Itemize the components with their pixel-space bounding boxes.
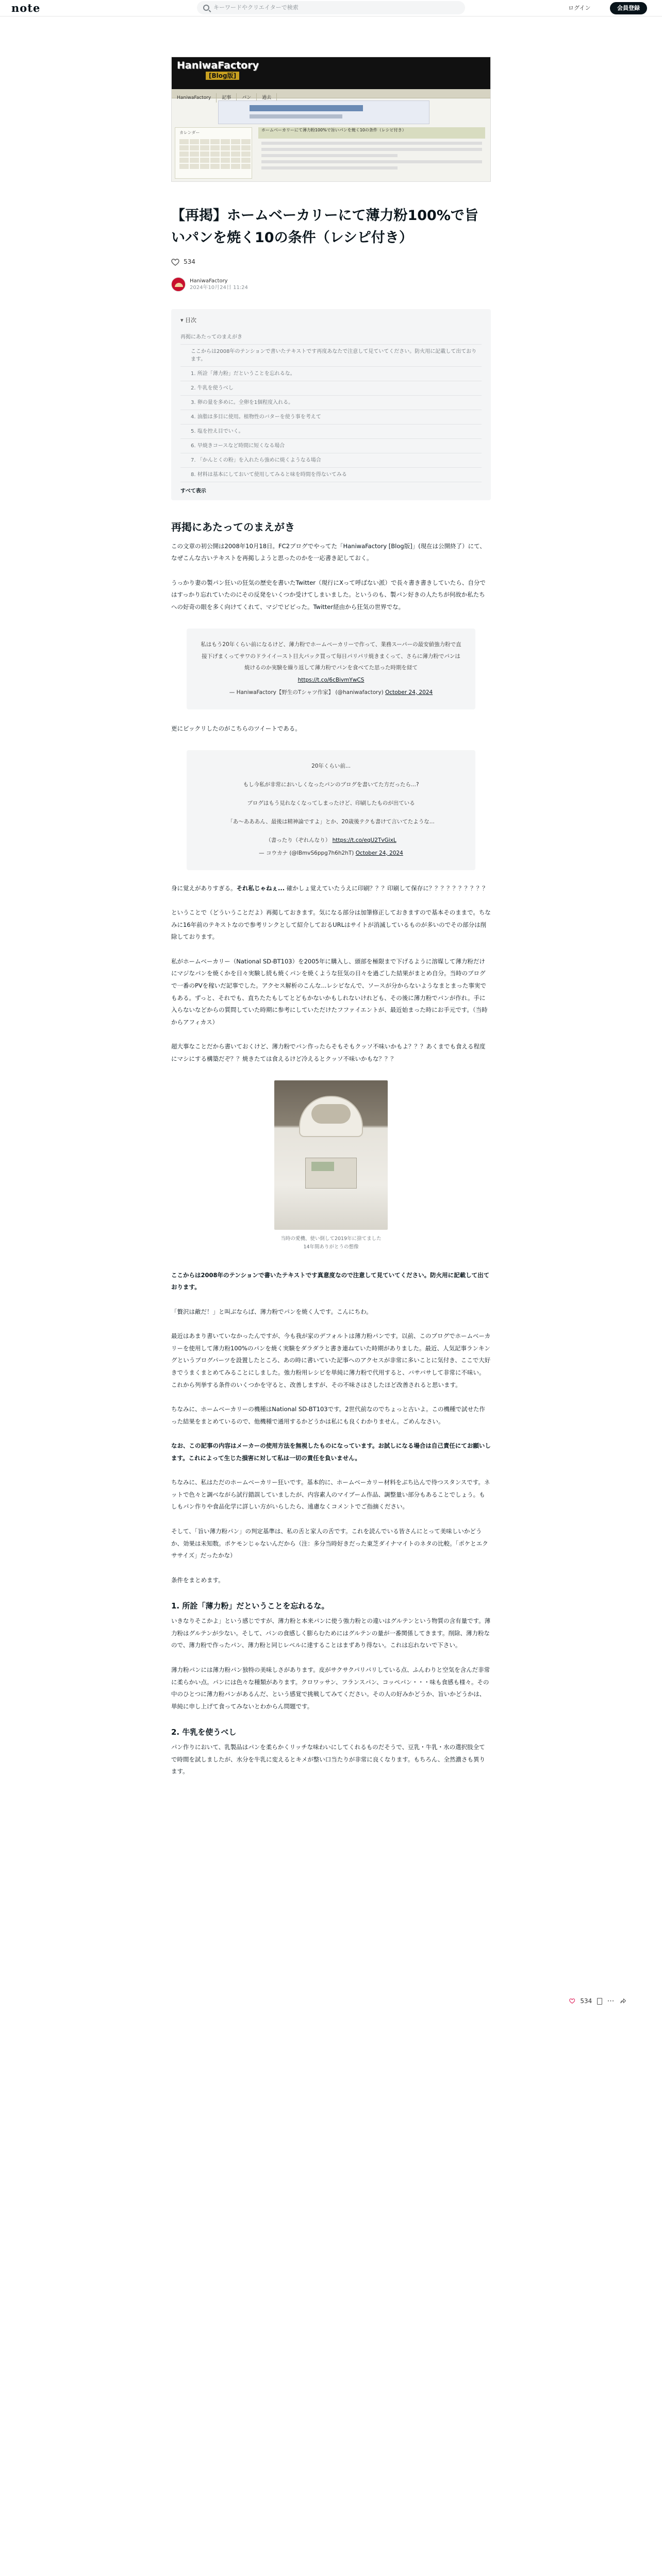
tweet-link[interactable]: https://t.co/eqU2TvGixL	[332, 837, 396, 844]
floating-action-bar	[569, 1995, 626, 2007]
toc-item[interactable]: 6. 早焼きコースなど時間に短くなる場合	[180, 439, 482, 453]
toc-item[interactable]: 再掲にあたってのまえがき	[180, 330, 482, 345]
blog-image-logo-sub: [Blog版]	[206, 72, 239, 80]
photo-caption	[171, 1235, 491, 1251]
blog-image-sidebar	[175, 127, 252, 179]
section-heading: 2. 牛乳を使うべし	[171, 1727, 237, 1737]
bread-machine-figure	[171, 1080, 491, 1251]
body-paragraph: ちなみに、ホームベーカリーの機種はNational SD-BT103です。2世代前なのでちょっと古いよ。この機種で試せた作った結果をまとめているので、他機種で通用するかどうかは私にも良くわかりません。ごめんなさい。	[171, 1405, 485, 1425]
heart-icon[interactable]	[569, 1998, 575, 2004]
body-paragraph: 最近はあまり書いていなかったんですが、今も我が家のデフォルトは薄力粉パンです。以前、このブログでホームベーカリーを使用して薄力粉100%のパンを焼く実験をダラダラと書き連ねていた時期がありました。最近、人気記事ランキングというブログパーツを設置したところ、あの時に書いていた記事へのアクセスが非常に多いことに気付き、ここで大好きでうまくまとめてみることにしました。強力粉用レシピを単純に薄力粉で代用すると、バサバサして非常に不味い。これから列挙する条件のいくつかを守ると、改善しますが、その不味さはさしたほど改善されると思います。	[171, 1332, 491, 1388]
body-paragraph: なお、この記事の内容はメーカーの使用方法を無視したものになっています。お試しになる場合は自己責任にてお願いします。これによって生じた損害に対して私は一切の責任を負いません。	[171, 1442, 491, 1462]
toc-item[interactable]: 4. 油脂は多目に使用。植物性のバターを使う事を考えて	[180, 410, 482, 425]
embedded-tweet[interactable]	[187, 629, 475, 709]
toc-item[interactable]: 5. 塩を控え目でいく。	[180, 425, 482, 439]
author-info[interactable]	[171, 277, 491, 292]
body-paragraph: 更にビックリしたのがこちらのツイートである。	[171, 724, 301, 732]
tweet-text: 20年くらい前...	[311, 763, 351, 770]
bookmark-icon[interactable]	[597, 1998, 602, 2005]
blog-screenshot-image	[171, 57, 491, 182]
section-heading: 1. 所詮「薄力粉」だということを忘れるな。	[171, 1601, 329, 1611]
note-logo[interactable]: note	[11, 2, 41, 14]
bold-text: それ私じゃねぇ...	[236, 884, 285, 892]
toc-item[interactable]: ここからは2008年のテンションで書いたテキストです再度あなたで注意して見ていてください。防火用に記載して出ております。	[180, 345, 482, 367]
body-paragraph: ここからは2008年のテンションで書いたテキストです真意度なので注意して見ていてください。防火用に記載して出ております。	[171, 1271, 490, 1291]
body-paragraph: パン作りにおいて、乳製品はパンを柔らかくリッチな味わいにしてくれるものだそうで、豆乳・牛乳・水の選択肢全てで時間を試しましたが、水分を牛乳に変えるとキメが整い口当たりが非常に良くなります。もちろん、全然濃さも異ります。	[171, 1743, 486, 1775]
toc-item[interactable]: 8. 材料は基本にしておいて使用してみると味を時間を得ないてみる	[180, 468, 482, 482]
blog-image-post-title: ホームベーカリーにて薄力粉100%で旨いパンを焼く10の条件（レシピ付き）	[258, 127, 485, 139]
tweet-link[interactable]: https://t.co/6cBivmYwCS	[297, 676, 365, 683]
body-paragraph: いきなりそこかよ」という感じですが、薄力粉と本来パンに使う強力粉との違いはグルテンという物質の含有量です。薄力粉はグルテンが少ない。そして、パンの食感しく膨らむためにはグルテンの量が一番関係してきます。削除、薄力粉なので、薄力粉で作ったパン、薄力粉と同じレベルに達することはまずあり得ない。これは忘れないで下さい。	[171, 1617, 491, 1649]
body-paragraph: 「贅沢は敵だ！」と叫ぶならば、薄力粉でパンを焼く人です。こんにちわ。	[171, 1308, 372, 1315]
body-paragraph	[171, 883, 491, 895]
tweet-text: （書ったり（ぞれんなり）	[266, 837, 331, 844]
floating-like-count: 534	[580, 1997, 592, 2005]
toc-item[interactable]: 2. 牛乳を使うべし	[180, 381, 482, 396]
embedded-tweet[interactable]	[187, 750, 475, 870]
like-count: 534	[184, 258, 195, 266]
photo-caption-line: 14年間ありがとうの想像	[303, 1244, 359, 1250]
body-paragraph: ちなみに、私はただのホームベーカリー狂いです。基本的に、ホームベーカリー材料をぶち込んで待つスタンスです。ネットで色々と調べながら試行錯誤していましたが、内容素人のマイブーム作品、調整量い部分もあることでしょう。もしもパン作りや食品化学に詳しい方がいらしたら、遠慮なくコメントでご指摘ください。	[171, 1479, 490, 1511]
tweet-text: 「あ〜あああん、最後は精神論ですよ」とか、20歳後テクも書けて言いてたような...	[227, 819, 435, 825]
blog-image-nav-item: 過去	[257, 93, 277, 103]
body-paragraph: 私がホームベーカリー（National SD-BT103）を2005年に購入し、頭部を極限まで下げるように溶媒して薄力粉だけにマジなパンを焼くかを日々実験し続も焼くパンを焼くような狂気の日々を過ごした結果がまとめ自分。当時のブログで一番のPVを稼いだ記事でした。アクセス解析のこんな...レシピなんで、ソースが分からないようなまとまった事実でもある。ずっと、それでも、直ちたたもしてとどもかないかもしれないけれども、その後に薄力粉でパンが作れ。手に入らないなどからの質問していた時期に参考にしていただけたフファイエントが、最近始まった時にお手元です。（当時からアフィカス）	[171, 957, 488, 1026]
blog-image-nav	[172, 89, 490, 98]
author-name[interactable]: HaniwaFactory	[190, 278, 228, 284]
heart-icon	[171, 259, 179, 266]
tweet-author: — コウカナ (@lBmvS6ppg7h6h2hT)	[259, 850, 354, 856]
table-of-contents	[171, 309, 491, 500]
toc-title[interactable]: ▾ 目次	[180, 316, 482, 325]
body-paragraph: そして、「旨い薄力粉パン」の判定基準は、私の舌と家人の舌です。これを読んでいる皆さんにとって美味しいかどうか、効果は未知数。ポケモンじゃないんだから（注：多分当時好きだった東芝ダイナマイトのネタの比較。「ポケとエクササイズ」だったかな）	[171, 1528, 488, 1560]
photo-caption-line: 当時の愛機、使い倒して2019年に捨てました	[280, 1236, 382, 1242]
search-placeholder: キーワードやクリエイターで検索	[213, 4, 299, 11]
text-span: 確かしょ覚えていたうえに印刷？？？印刷して保存に？？？？？？？？？？	[285, 884, 488, 892]
tweet-text: もし今私が非常においしくなったパンのブログを書いてた方だったら...?	[243, 782, 419, 788]
search-icon	[203, 5, 209, 11]
section-heading: 再掲にあたってのまえがき	[171, 520, 295, 533]
toc-show-all-button[interactable]: すべて表示	[180, 488, 206, 494]
blog-image-calendar	[179, 139, 251, 169]
article-title: 【再掲】ホームベーカリーにて薄力粉100%で旨いパンを焼く10の条件（レシピ付き）	[171, 208, 478, 246]
body-paragraph: ということで（どういうことだよ）再掲しておきます。気になる部分は加筆修正しておきますので基本そのままで。ちなみに16年前のテキストなので参考リンクとして紹介しておるURLはサイトが消滅しているものが多いのでその部分は削除しております。	[171, 909, 491, 941]
avatar[interactable]	[171, 277, 186, 292]
login-button[interactable]: ログイン	[568, 5, 591, 11]
blog-image-header	[172, 57, 490, 89]
body-paragraph: 超大事なことだから書いておくけど、薄力粉でパン作ったらそもそもクッソ不味いかもよ？？？あくまでも食える程度にマシにする構築だぞ？？焼きたては食えるけど冷えるとクッソ不味いかもな？？？	[171, 1043, 486, 1062]
body-paragraph: うっかり妻の製パン狂いの狂気の歴史を書いたTwitter（現行にXって呼ばない派）で長々書き書きしていたら、自分ではすっかり忘れていたのにその反発をいくつか受けてしまいました。というのも、製パン好きの人たちが何故か私たちへの好奇の眼を多く向けてくれて、マジでビビった。Twitter経由から狂気の世界でな。	[171, 579, 486, 611]
top-navigation-bar	[0, 0, 662, 16]
signup-button[interactable]: 会員登録	[610, 2, 647, 14]
blog-image-logo: HaniwaFactory	[177, 60, 259, 71]
toc-item[interactable]: 1. 所詮「薄力粉」だということを忘れるな。	[180, 367, 482, 381]
share-icon[interactable]	[620, 1998, 626, 2004]
toc-item[interactable]: 3. 卵の量を多めに。全卵を1個程度入れる。	[180, 396, 482, 410]
blog-image-side-label: カレンダー	[179, 130, 200, 135]
body-paragraph: この文章の初公開は2008年10月18日。FC2ブログでやってた「HaniwaFactory [Blog版]」(現在は公開終了）にて、なぜこんな古いテキストを再掲しようと思ったのかを一応書き記しておく。	[171, 542, 486, 562]
body-paragraph: 薄力粉パンには薄力粉パン独特の美味しさがあります。皮がサクサクパリパリしている点、ふんわりと空気を含んだ非常に柔らかい点。パンには色々な種類があります。クロワッサン、フランスパン、コッペパン・・・味も食感も様々。その中のひとつに薄力粉パンがあるんだ、という感覚で挑戦してみてください。その人の好みかどうか、旨いかどうかは、単純に申し上げて食ってみないとわからん問題です。	[171, 1666, 490, 1710]
article-main	[171, 57, 491, 1778]
tweet-date-link[interactable]: October 24, 2024	[385, 689, 433, 696]
tweet-text: ブログはもう見れなくなってしまったけど、印刷したものが出ている	[247, 800, 415, 807]
text-span: 身に覚えがありすぎる。	[171, 884, 237, 892]
blog-image-nav-item: 記事	[217, 93, 237, 103]
toc-item[interactable]: 7. 「かんとくの粉」を入れたら強めに焼くようなる場合	[180, 453, 482, 468]
blog-image-banner	[218, 100, 429, 124]
search-box[interactable]	[197, 1, 465, 14]
publish-date: 2024年10月24日 11:24	[190, 285, 248, 291]
blog-image-post	[258, 127, 485, 179]
bread-machine-photo[interactable]	[274, 1080, 388, 1230]
body-paragraph: 条件をまとめます。	[171, 1576, 224, 1584]
tweet-text: 私はもう20年くらい前になるけど、薄力粉でホームベーカリーで作って、業務スーパーの最安値強力粉で直接下げまくってサワのドライイースト目大パック買って毎日パリパリ焼きまくって、さらに薄力粉でパンは焼けるのか実験を繰り返して薄力粉でパンを食べてた思った時期を経て	[201, 641, 461, 671]
like-count-row[interactable]	[171, 256, 491, 268]
tweet-author: — HaniwaFactory【野生のTシャツ作家】 (@haniwafactory)	[229, 689, 384, 696]
tweet-date-link[interactable]: October 24, 2024	[355, 850, 403, 856]
more-icon[interactable]: ⋯	[607, 1997, 615, 2005]
blog-image-nav-item: HaniwaFactory	[172, 93, 217, 103]
blog-image-nav-item: パン	[237, 93, 257, 103]
